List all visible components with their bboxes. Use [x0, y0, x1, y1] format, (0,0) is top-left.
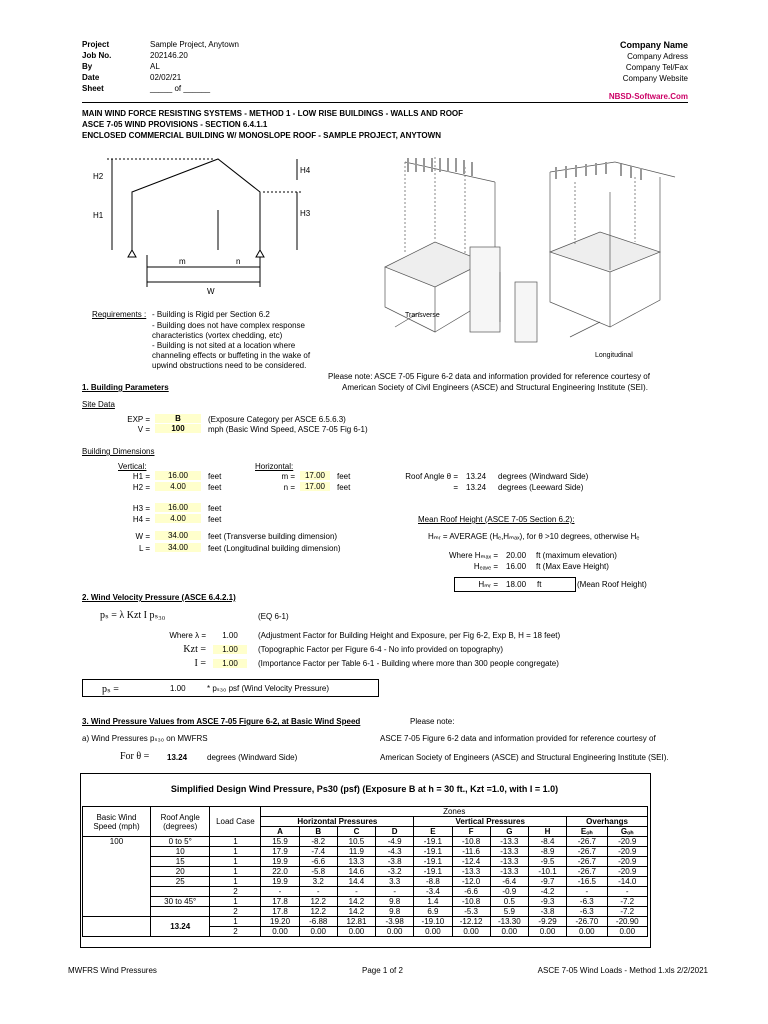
w-desc: feet (Transverse building dimension): [208, 532, 338, 541]
angle-cell: [150, 887, 209, 897]
w-input[interactable]: 34.00: [155, 531, 201, 540]
angle-cell: 30 to 45°: [150, 897, 209, 907]
result-value-cell: -13.30: [490, 917, 528, 927]
value-cell: -20.9: [607, 837, 648, 847]
angle-cell: 25: [150, 877, 209, 887]
v-desc: mph (Basic Wind Speed, ASCE 7-05 Fig 6-1): [208, 425, 368, 434]
result-value-cell: -9.29: [528, 917, 566, 927]
result-value-cell: -26.70: [567, 917, 607, 927]
table-row: [83, 857, 648, 867]
footer-left: MWFRS Wind Pressures: [68, 966, 157, 975]
right-support-icon: [256, 250, 264, 257]
h4-input[interactable]: 4.00: [155, 514, 201, 523]
l-input[interactable]: 34.00: [155, 543, 201, 552]
h4-label: H4 =: [132, 515, 150, 524]
result-value-cell: -6.88: [299, 917, 337, 927]
result-value-cell: -20.90: [607, 917, 648, 927]
h1-text: H1: [93, 211, 104, 220]
value-cell: -26.7: [567, 837, 607, 847]
section3-note-3: American Society of Engineers (ASCE) and Structural Engineering Institute (SEI).: [380, 753, 669, 762]
col-g: G: [490, 827, 528, 837]
exp-desc: (Exposure Category per ASCE 6.5.6.3): [208, 415, 346, 424]
value-cell: -3.8: [376, 857, 414, 867]
kzt-desc: (Topographic Factor per Figure 6-4 - No info provided on topography): [258, 645, 504, 654]
footer-right: ASCE 7-05 Wind Loads - Method 1.xls 2/2/2021: [537, 966, 708, 975]
roof-angle-leeward-desc: degrees (Leeward Side): [498, 483, 584, 492]
value-cell: -19.1: [414, 867, 452, 877]
h4-unit: feet: [208, 515, 222, 524]
header-speed: Basic Wind Speed (mph): [83, 807, 151, 837]
sheet-value: _____ of ______: [150, 84, 211, 93]
value-cell: -0.9: [490, 887, 528, 897]
longitudinal-label: Longitudinal: [595, 352, 633, 359]
i-desc: (Importance Factor per Table 6-1 - Building where more than 300 people congregate): [258, 659, 559, 668]
mrh-heading: Mean Roof Height (ASCE 7-05 Section 6.2):: [418, 515, 575, 524]
value-cell: 14.2: [337, 907, 375, 917]
longitudinal-roof: [550, 232, 660, 272]
asce-figure-6-2: [375, 152, 685, 367]
header-angle: Roof Angle (degrees): [150, 807, 209, 837]
table-row: [83, 847, 648, 857]
col-c: C: [337, 827, 375, 837]
angle-cell: 20: [150, 867, 209, 877]
project-value: Sample Project, Anytown: [150, 40, 239, 49]
m-input[interactable]: 17.00: [300, 471, 330, 480]
value-cell: -13.3: [452, 867, 490, 877]
result-value-cell: 12.81: [337, 917, 375, 927]
value-cell: 19.9: [261, 857, 299, 867]
value-cell: -7.2: [607, 897, 648, 907]
result-value-cell: -12.12: [452, 917, 490, 927]
lambda-label: Where λ =: [169, 631, 206, 640]
section3-note-2: ASCE 7-05 Figure 6-2 data and information provided for reference courtesy of: [380, 734, 656, 743]
value-cell: -8.4: [528, 837, 566, 847]
result-value-cell: 0.00: [567, 927, 607, 937]
table-header-row-1: [83, 807, 648, 817]
value-cell: 12.2: [299, 907, 337, 917]
value-cell: -7.4: [299, 847, 337, 857]
result-value-cell: 19.20: [261, 917, 299, 927]
value-cell: -13.3: [490, 837, 528, 847]
value-cell: -9.5: [528, 857, 566, 867]
req-line-2: - Building does not have complex response: [152, 321, 305, 330]
transverse-label: Transverse: [405, 312, 440, 319]
value-cell: -9.7: [528, 877, 566, 887]
eq-ref: (EQ 6-1): [258, 612, 289, 621]
company-website: Company Website: [622, 74, 688, 83]
footer-page: Page 1 of 2: [362, 966, 403, 975]
angle-cell: 10: [150, 847, 209, 857]
value-cell: -26.7: [567, 867, 607, 877]
h2-unit: feet: [208, 483, 222, 492]
case-cell: 2: [210, 887, 261, 897]
h3-text: H3: [300, 209, 311, 218]
value-cell: 19.9: [261, 877, 299, 887]
hmax-value: 20.00: [506, 551, 527, 560]
date-value: 02/02/21: [150, 73, 182, 82]
value-cell: 17.8: [261, 907, 299, 917]
l-label: L =: [138, 544, 150, 553]
roof-angle-windward: 13.24: [466, 472, 487, 481]
col-f: F: [452, 827, 490, 837]
value-cell: -: [607, 887, 648, 897]
site-data-label: Site Data: [82, 400, 115, 409]
result-value-cell: 0.00: [607, 927, 648, 937]
h3-label: H3 =: [132, 504, 150, 513]
value-cell: -20.9: [607, 847, 648, 857]
h1-input[interactable]: 16.00: [155, 471, 201, 480]
date-label: Date: [82, 73, 100, 82]
value-cell: -6.6: [452, 887, 490, 897]
ps-formula: pₛ = λ Kzt I pₛ₃₀: [100, 610, 166, 621]
value-cell: -19.1: [414, 857, 452, 867]
roof-angle-eq: =: [453, 483, 458, 492]
kzt-input[interactable]: 1.00: [213, 645, 247, 654]
for-theta-label: For θ =: [120, 751, 150, 762]
hmax-label: Where Hₘₐₓ =: [448, 551, 498, 560]
value-cell: -14.0: [607, 877, 648, 887]
result-value-cell: 0.00: [490, 927, 528, 937]
value-cell: -10.8: [452, 897, 490, 907]
result-case-cell: 2: [210, 927, 261, 937]
value-cell: -13.3: [490, 867, 528, 877]
req-line-1: - Building is Rigid per Section 6.2: [152, 310, 270, 319]
req-line-5: channeling effects or buffeting in the wake of: [152, 351, 311, 360]
value-cell: -6.6: [299, 857, 337, 867]
m-unit: feet: [337, 472, 351, 481]
result-value-cell: 0.00: [452, 927, 490, 937]
value-cell: 17.9: [261, 847, 299, 857]
value-cell: -5.3: [452, 907, 490, 917]
table-row: [83, 887, 648, 897]
col-goh: Gₒₕ: [607, 827, 648, 837]
value-cell: -20.9: [607, 857, 648, 867]
value-cell: 17.8: [261, 897, 299, 907]
by-label: By: [82, 62, 93, 71]
wind-table-title: Simplified Design Wind Pressure, Ps30 (psf) (Exposure B at h = 30 ft., Kzt =1.0, with I = 1.0): [170, 784, 559, 794]
col-e: E: [414, 827, 452, 837]
header-case: Load Case: [210, 807, 261, 837]
table-row: [83, 867, 648, 877]
table-row: [83, 907, 648, 917]
value-cell: -13.3: [490, 847, 528, 857]
value-cell: -3.2: [376, 867, 414, 877]
value-cell: 0.5: [490, 897, 528, 907]
project-label: Project: [82, 40, 110, 49]
result-value-cell: -3.98: [376, 917, 414, 927]
value-cell: -10.1: [528, 867, 566, 877]
result-case-cell: 1: [210, 917, 261, 927]
lambda-desc: (Adjustment Factor for Building Height and Exposure, per Fig 6-2, Exp B, H = 18 feet): [258, 631, 561, 640]
result-speed-cell: [83, 917, 151, 937]
roof-angle-leeward: 13.24: [466, 483, 487, 492]
result-value-cell: 0.00: [299, 927, 337, 937]
h2-text: H2: [93, 172, 104, 181]
value-cell: -4.9: [376, 837, 414, 847]
section3-sub: a) Wind Pressures pₛ₃₀ on MWFRS: [82, 734, 208, 743]
h1-label: H1 =: [132, 472, 150, 481]
hmr-unit: ft: [537, 580, 542, 589]
ps-label: pₛ =: [102, 684, 119, 695]
table-row: [83, 897, 648, 907]
angle-cell: 15: [150, 857, 209, 867]
kzt-label: Kzt =: [183, 644, 206, 655]
value-cell: -6.3: [567, 907, 607, 917]
header-horizontal: Horizontal Pressures: [261, 817, 414, 827]
requirements-label: Requirements :: [92, 310, 147, 319]
company-address: Company Adress: [627, 52, 688, 61]
section2-heading: 2. Wind Velocity Pressure (ASCE 6.4.2.1): [82, 593, 236, 602]
value-cell: -: [337, 887, 375, 897]
req-line-4: - Building is not sited at a location where: [152, 341, 296, 350]
case-cell: 1: [210, 847, 261, 857]
angle-cell: 0 to 5°: [150, 837, 209, 847]
value-cell: 9.8: [376, 907, 414, 917]
company-tel: Company Tel/Fax: [625, 63, 688, 72]
section3-note-1: Please note:: [410, 717, 455, 726]
m-label: m =: [281, 472, 295, 481]
value-cell: 14.2: [337, 897, 375, 907]
value-cell: 1.4: [414, 897, 452, 907]
i-label: I =: [194, 658, 206, 669]
value-cell: 3.2: [299, 877, 337, 887]
value-cell: -4.3: [376, 847, 414, 857]
value-cell: 9.8: [376, 897, 414, 907]
value-cell: -: [261, 887, 299, 897]
value-cell: -3.4: [414, 887, 452, 897]
value-cell: -26.7: [567, 847, 607, 857]
horizontal-label: Horizontal:: [255, 462, 294, 471]
heave-label: Hₑₐᵥₑ =: [473, 562, 498, 571]
heave-desc: ft (Max Eave Height): [536, 562, 609, 571]
value-cell: -: [299, 887, 337, 897]
hmax-desc: ft (maximum elevation): [536, 551, 617, 560]
result-row: [83, 917, 648, 927]
value-cell: -: [567, 887, 607, 897]
w-text: W: [207, 287, 215, 296]
value-cell: 5.9: [490, 907, 528, 917]
header-vertical: Vertical Pressures: [414, 817, 567, 827]
title-line-2: ASCE 7-05 WIND PROVISIONS - SECTION 6.4.1.1: [82, 120, 268, 129]
value-cell: -4.2: [528, 887, 566, 897]
req-line-3: characteristics (vortex chedding, etc): [152, 331, 283, 340]
value-cell: -: [376, 887, 414, 897]
v-label: V =: [137, 425, 150, 434]
job-value: 202146.20: [150, 51, 188, 60]
value-cell: -6.3: [567, 897, 607, 907]
h4-text: H4: [300, 166, 311, 175]
ps-value: 1.00: [170, 684, 186, 693]
value-cell: 11.9: [337, 847, 375, 857]
col-d: D: [376, 827, 414, 837]
value-cell: -8.8: [414, 877, 452, 887]
speed-cell: 100: [83, 837, 151, 917]
value-cell: -6.4: [490, 877, 528, 887]
value-cell: -19.1: [414, 847, 452, 857]
col-b: B: [299, 827, 337, 837]
for-theta-desc: degrees (Windward Side): [207, 753, 298, 762]
by-value: AL: [150, 62, 160, 71]
for-theta-value: 13.24: [167, 753, 188, 762]
left-support-icon: [128, 250, 136, 257]
result-value-cell: 0.00: [414, 927, 452, 937]
mrh-formula: Hₘᵣ = AVERAGE (Hₑ,Hₘₐₓ), for θ >10 degrees, otherwise Hₑ: [428, 532, 640, 541]
value-cell: -8.2: [299, 837, 337, 847]
value-cell: -7.2: [607, 907, 648, 917]
value-cell: 22.0: [261, 867, 299, 877]
h3-unit: feet: [208, 504, 222, 513]
header-zones: Zones: [261, 807, 648, 817]
v-input[interactable]: 100: [155, 424, 201, 433]
exp-input[interactable]: B: [155, 414, 201, 423]
value-cell: 13.3: [337, 857, 375, 867]
value-cell: -13.3: [490, 857, 528, 867]
table-row: [83, 877, 648, 887]
n-text: n: [236, 257, 241, 266]
case-cell: 1: [210, 857, 261, 867]
case-cell: 1: [210, 867, 261, 877]
value-cell: -20.9: [607, 867, 648, 877]
case-cell: 1: [210, 877, 261, 887]
building-dimensions-label: Building Dimensions: [82, 447, 155, 456]
value-cell: -9.3: [528, 897, 566, 907]
hmr-value: 18.00: [506, 580, 527, 589]
value-cell: 3.3: [376, 877, 414, 887]
value-cell: -26.7: [567, 857, 607, 867]
value-cell: -19.1: [414, 837, 452, 847]
value-cell: -11.6: [452, 847, 490, 857]
wind-pressure-table: [82, 806, 648, 937]
ps-desc: * pₛ₃₀ psf (Wind Velocity Pressure): [207, 684, 330, 693]
value-cell: 6.9: [414, 907, 452, 917]
value-cell: -12.4: [452, 857, 490, 867]
h2-input[interactable]: 4.00: [155, 482, 201, 491]
result-value-cell: 0.00: [376, 927, 414, 937]
heave-value: 16.00: [506, 562, 527, 571]
hmr-label: Hₘᵣ =: [478, 580, 498, 589]
building-outline: [132, 159, 260, 250]
hmr-desc: (Mean Roof Height): [577, 580, 647, 589]
header-overhangs: Overhangs: [567, 817, 648, 827]
result-value-cell: 0.00: [261, 927, 299, 937]
m-text: m: [179, 257, 186, 266]
header-divider: [82, 102, 688, 103]
col-a: A: [261, 827, 299, 837]
section1-heading: 1. Building Parameters: [82, 383, 169, 392]
n-unit: feet: [337, 483, 351, 492]
lambda-value: 1.00: [222, 631, 238, 640]
l-desc: feet (Longitudinal building dimension): [208, 544, 341, 553]
brand-link[interactable]: NBSD-Software.Com: [608, 92, 688, 101]
value-cell: 12.2: [299, 897, 337, 907]
req-line-6: upwind obstructions need to be considered.: [152, 361, 307, 370]
n-input[interactable]: 17.00: [300, 482, 330, 491]
company-name: Company Name: [619, 40, 688, 50]
value-cell: 10.5: [337, 837, 375, 847]
angle-cell: [150, 907, 209, 917]
value-cell: -8.9: [528, 847, 566, 857]
value-cell: -5.8: [299, 867, 337, 877]
note-line-1: Please note: ASCE 7-05 Figure 6-2 data and information provided for reference courtesy of: [328, 372, 650, 381]
case-cell: 1: [210, 837, 261, 847]
roof-angle-label: Roof Angle θ =: [405, 472, 458, 481]
result-value-cell: 0.00: [337, 927, 375, 937]
note-line-2: American Society of Civil Engineers (ASCE) and Structural Engineering Institute (SEI).: [342, 383, 648, 392]
case-cell: 1: [210, 897, 261, 907]
col-eoh: Eₒₕ: [567, 827, 607, 837]
result-value-cell: -19.10: [414, 917, 452, 927]
vertical-label: Vertical:: [118, 462, 147, 471]
col-h: H: [528, 827, 566, 837]
h2-label: H2 =: [132, 483, 150, 492]
result-angle-cell: 13.24: [150, 917, 209, 937]
title-line-1: MAIN WIND FORCE RESISTING SYSTEMS - METHOD 1 - LOW RISE BUILDINGS - WALLS AND ROOF: [82, 109, 464, 118]
value-cell: 15.9: [261, 837, 299, 847]
roof-angle-windward-desc: degrees (Windward Side): [498, 472, 589, 481]
case-cell: 2: [210, 907, 261, 917]
section3-heading: 3. Wind Pressure Values from ASCE 7-05 Figure 6-2, at Basic Wind Speed: [82, 717, 361, 726]
table-row: [83, 837, 648, 847]
w-label: W =: [135, 532, 150, 541]
result-value-cell: 0.00: [528, 927, 566, 937]
elevation-diagram: [85, 155, 325, 300]
value-cell: 14.4: [337, 877, 375, 887]
h3-input[interactable]: 16.00: [155, 503, 201, 512]
exp-label: EXP =: [127, 415, 150, 424]
value-cell: -10.8: [452, 837, 490, 847]
value-cell: -3.8: [528, 907, 566, 917]
value-cell: -12.0: [452, 877, 490, 887]
value-cell: 14.6: [337, 867, 375, 877]
h1-unit: feet: [208, 472, 222, 481]
i-input[interactable]: 1.00: [213, 659, 247, 668]
job-label: Job No.: [82, 51, 112, 60]
title-line-3: ENCLOSED COMMERCIAL BUILDING W/ MONOSLOPE ROOF - SAMPLE PROJECT, ANYTOWN: [82, 131, 441, 140]
sheet-label: Sheet: [82, 84, 104, 93]
value-cell: -16.5: [567, 877, 607, 887]
n-label: n =: [283, 483, 295, 492]
